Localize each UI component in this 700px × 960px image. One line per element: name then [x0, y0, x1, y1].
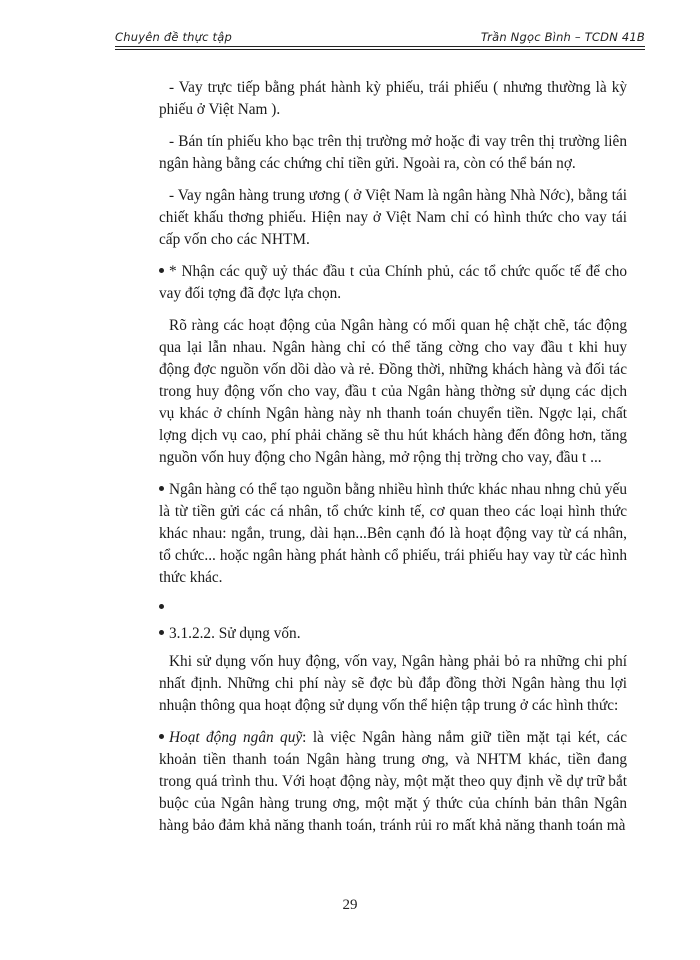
paragraph-central-bank-loans: - Vay ngân hàng trung ương ( ở Việt Nam là ngân hàng Nhà Nớc), bằng tái chiết khấu thơng phiếu. Hiện nay ở Việt Nam chỉ có hình thức cho vay tái cấp vốn cho các NHTM. — [159, 187, 627, 248]
header-rule-thick — [115, 46, 645, 47]
bullet-icon — [159, 268, 164, 273]
treasury-activities-text: : là việc Ngân hàng nắm giữ tiền mặt tại két, các khoản tiền thanh toán Ngân hàng trung ơng, và NHTM khác, tiền đang trong quá trình thu. Với hoạt động này, một mặt theo quy định về dự trữ bắt buộc của Ngân hàng trung ơng, một mặt ý thức của chính bản thân Ngân hàng bảo đảm khả năng thanh toán, tránh rủi ro mất khả năng thanh toán mà — [159, 729, 627, 834]
section-heading — [159, 623, 627, 645]
header-rule-thin — [115, 49, 645, 50]
document-body — [159, 77, 627, 847]
paragraph-trust-funds-text: * Nhận các quỹ uỷ thác đầu t của Chính phủ, các tổ chức quốc tế để cho vay đối tợng đã đợc lựa chọn. — [159, 263, 627, 302]
treasury-activities-term: Hoạt động ngân quỹ — [169, 729, 303, 746]
empty-bullet-line — [159, 599, 627, 621]
bullet-icon — [159, 630, 164, 635]
header-right-author: Trần Ngọc Bình – TCDN 41B — [480, 30, 645, 44]
bullet-icon — [159, 604, 164, 609]
paragraph-bank-activities: Rõ ràng các hoạt động của Ngân hàng có mối quan hệ chặt chẽ, tác động qua lại lẫn nhau. Ngân hàng chỉ có thể tăng cờng cho vay đầu t khi huy động đợc nguồn vốn dồi dào và rẻ. Đồng thời, những khách hàng và đối tác trong huy động vốn cho vay, đầu t của Ngân hàng thờng sử dụng các dịch vụ khác ở chính Ngân hàng này nh thanh toán chuyển tiền. Ngợc lại, chất lợng dịch vụ cao, phí phải chăng sẽ thu hút khách hàng đến đông hơn, tăng nguồn vốn huy động cho Ngân hàng, mở rộng thị trờng cho vay, đầu t ... — [159, 317, 627, 466]
bullet-icon — [159, 486, 164, 491]
header-left-title: Chuyên đề thực tập — [115, 30, 232, 44]
bullet-icon — [159, 734, 164, 739]
section-heading-text: 3.1.2.2. Sử dụng vốn. — [169, 625, 301, 642]
paragraph-use-of-capital: Khi sử dụng vốn huy động, vốn vay, Ngân hàng phải bỏ ra những chi phí nhất định. Những chi phí này sẽ đợc bù đắp đồng thời Ngân hàng thu lợi nhuận thông qua hoạt động sử dụng vốn thể hiện tập trung ở các hình thức: — [159, 653, 627, 714]
paragraph-treasury-bills: - Bán tín phiếu kho bạc trên thị trường mở hoặc đi vay trên thị trường liên ngân hàng bằng các chứng chỉ tiền gửi. Ngoài ra, còn có thể bán nợ. — [159, 133, 627, 172]
paragraph-treasury-activities — [159, 727, 627, 837]
paragraph-trust-funds — [159, 261, 627, 305]
page-number: 29 — [342, 897, 358, 913]
page-header — [115, 24, 645, 52]
paragraph-bond-issuance: - Vay trực tiếp bằng phát hành kỳ phiếu, trái phiếu ( nhưng thường là kỳ phiếu ở Việt Nam ). — [159, 79, 627, 118]
paragraph-funding-sources-text: Ngân hàng có thể tạo nguồn bằng nhiều hình thức khác nhau nhng chủ yếu là từ tiền gửi các cá nhân, tổ chức kinh tế, cơ quan theo các loại hình thức khác nhau: ngắn, trung, dài hạn...Bên cạnh đó là hoạt động vay từ cá nhân, tổ chức... hoặc ngân hàng phát hành cổ phiếu, trái phiếu hay vay từ các hình thức khác. — [159, 481, 627, 586]
paragraph-funding-sources — [159, 479, 627, 589]
